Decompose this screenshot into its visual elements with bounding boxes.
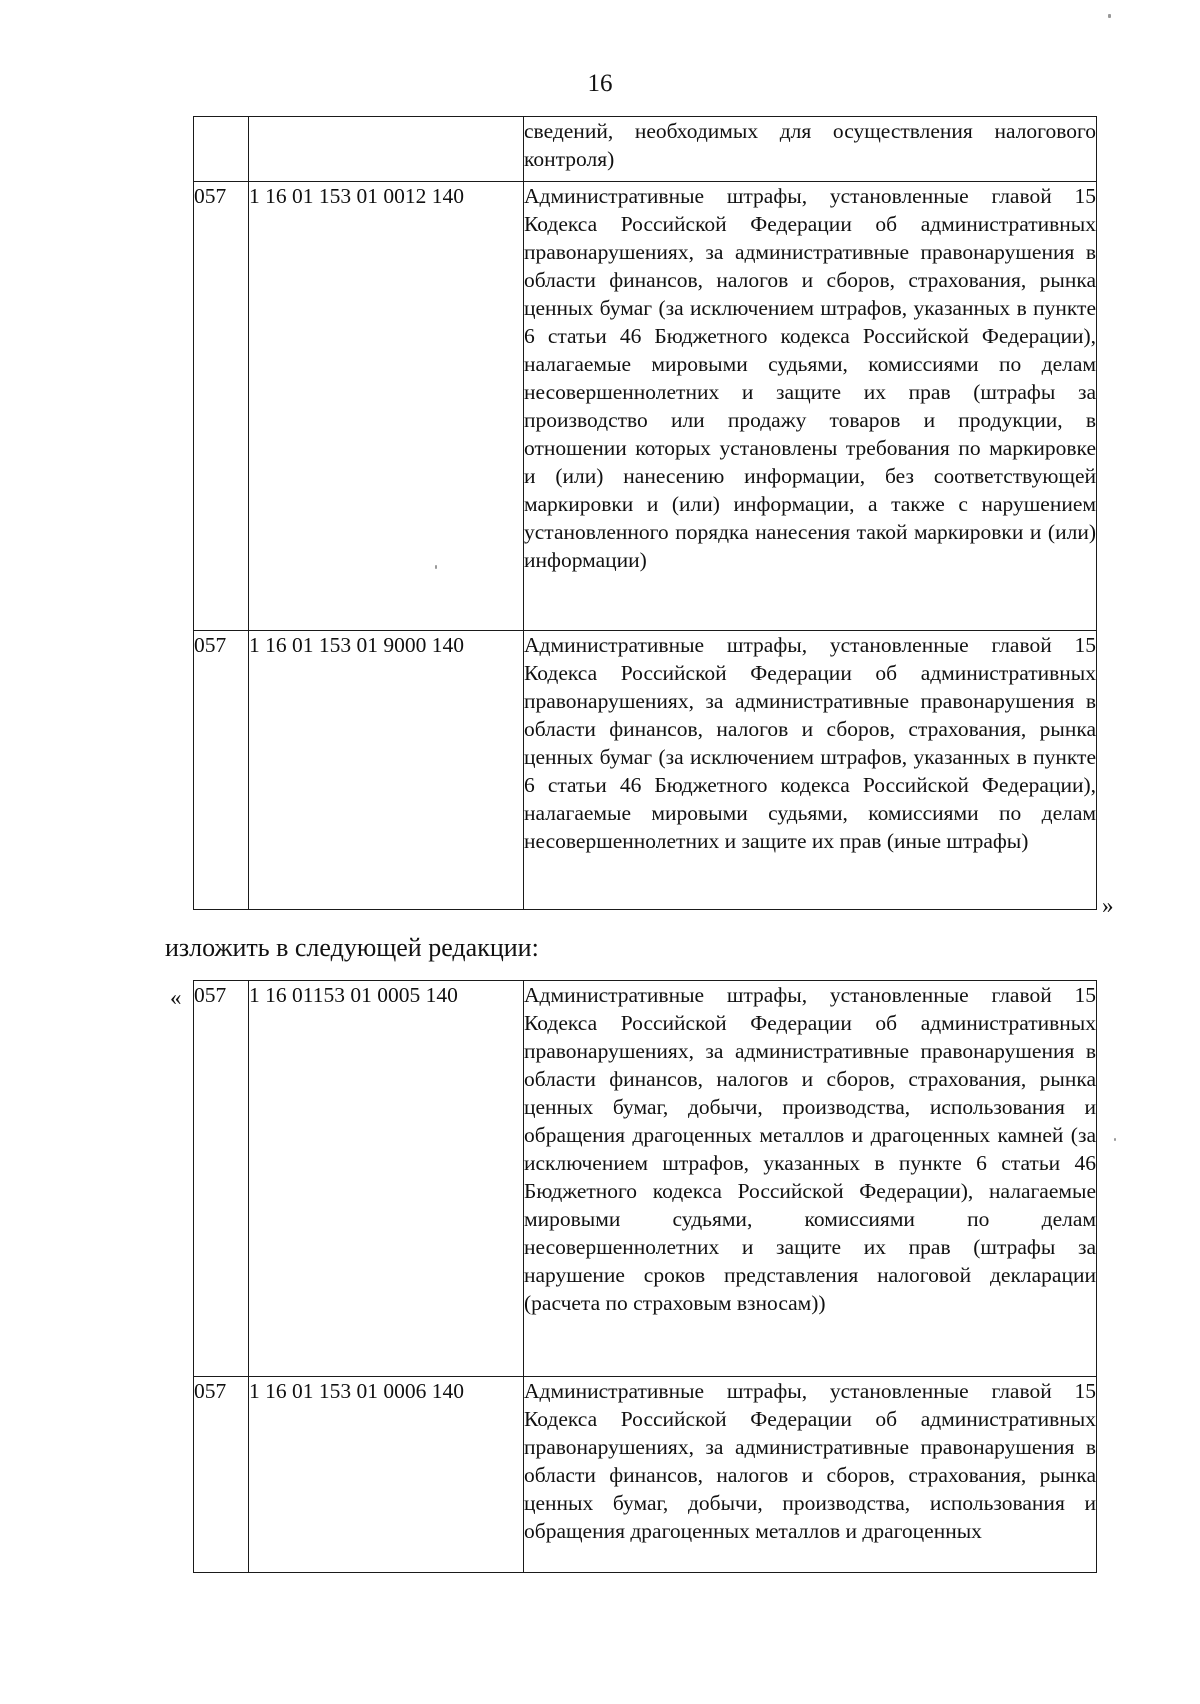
kbk-code-cell: 1 16 01153 01 0005 140 — [249, 981, 524, 1377]
current-wording-table — [193, 116, 1097, 910]
description-cell — [524, 1377, 1097, 1573]
kbk-code-cell: 1 16 01 153 01 0012 140 — [249, 182, 524, 631]
description-text: Административные штрафы, установленные главой 15 Кодекса Российской Федерации об административных правонарушениях, за административные правонарушения в области финансов, налогов и сборов, страхования, рынка ценных бумаг (за исключением штрафов, указанных в пункте 6 статьи 46 Бюджетного кодекса Российской Федерации), налагаемые мировыми судьями, комиссиями по делам несовершеннолетних и защите их прав (иные штрафы) — [524, 633, 1096, 853]
new-wording-table — [193, 980, 1097, 1573]
description-cell — [524, 981, 1097, 1377]
description-text: Административные штрафы, установленные главой 15 Кодекса Российской Федерации об административных правонарушениях, за административные правонарушения в области финансов, налогов и сборов, страхования, рынка ценных бумаг, добычи, производства, использования и обращения драгоценных металлов и драгоценных камней (за исключением штрафов, указанных в пункте 6 статьи 46 Бюджетного кодекса Российской Федерации), налагаемые мировыми судьями, комиссиями по делам несовершеннолетних и защите их прав (штрафы за нарушение сроков представления налоговой декларации (расчета по страховым взносам)) — [524, 983, 1096, 1315]
scan-speck — [1108, 14, 1111, 18]
description-cell — [524, 631, 1097, 910]
admin-code-cell: 057 — [194, 631, 249, 910]
admin-code-cell: 057 — [194, 981, 249, 1377]
amendment-instruction: изложить в следующей редакции: — [165, 933, 539, 962]
table-row — [194, 981, 1097, 1377]
scan-speck — [435, 565, 437, 569]
opening-quote: « — [170, 985, 182, 1010]
table-row — [194, 631, 1097, 910]
table-row — [194, 1377, 1097, 1573]
description-text: Административные штрафы, установленные главой 15 Кодекса Российской Федерации об административных правонарушениях, за административные правонарушения в области финансов, налогов и сборов, страхования, рынка ценных бумаг, добычи, производства, использования и обращения драгоценных металлов и драгоценных — [524, 1379, 1096, 1543]
description-text: Административные штрафы, установленные главой 15 Кодекса Российской Федерации об административных правонарушениях, за административные правонарушения в области финансов, налогов и сборов, страхования, рынка ценных бумаг (за исключением штрафов, указанных в пункте 6 статьи 46 Бюджетного кодекса Российской Федерации), налагаемые мировыми судьями, комиссиями по делам несовершеннолетних и защите их прав (штрафы за производство или продажу товаров и продукции, в отношении которых установлены требования по маркировке и (или) нанесению информации, без соответствующей маркировки и (или) информации, а также с нарушением установленного порядка нанесения такой маркировки и (или) информации) — [524, 184, 1096, 572]
admin-code-cell: 057 — [194, 1377, 249, 1573]
closing-quote: » — [1102, 893, 1114, 918]
scan-speck — [1114, 1138, 1116, 1141]
table-row — [194, 182, 1097, 631]
table-row — [194, 117, 1097, 182]
description-cell — [524, 117, 1097, 182]
kbk-code-cell: 1 16 01 153 01 9000 140 — [249, 631, 524, 910]
description-cell — [524, 182, 1097, 631]
description-text: сведений, необходимых для осуществления налогового контроля) — [524, 119, 1096, 171]
page-number: 16 — [587, 70, 613, 97]
kbk-code-cell — [249, 117, 524, 182]
admin-code-cell: 057 — [194, 182, 249, 631]
admin-code-cell — [194, 117, 249, 182]
kbk-code-cell: 1 16 01 153 01 0006 140 — [249, 1377, 524, 1573]
